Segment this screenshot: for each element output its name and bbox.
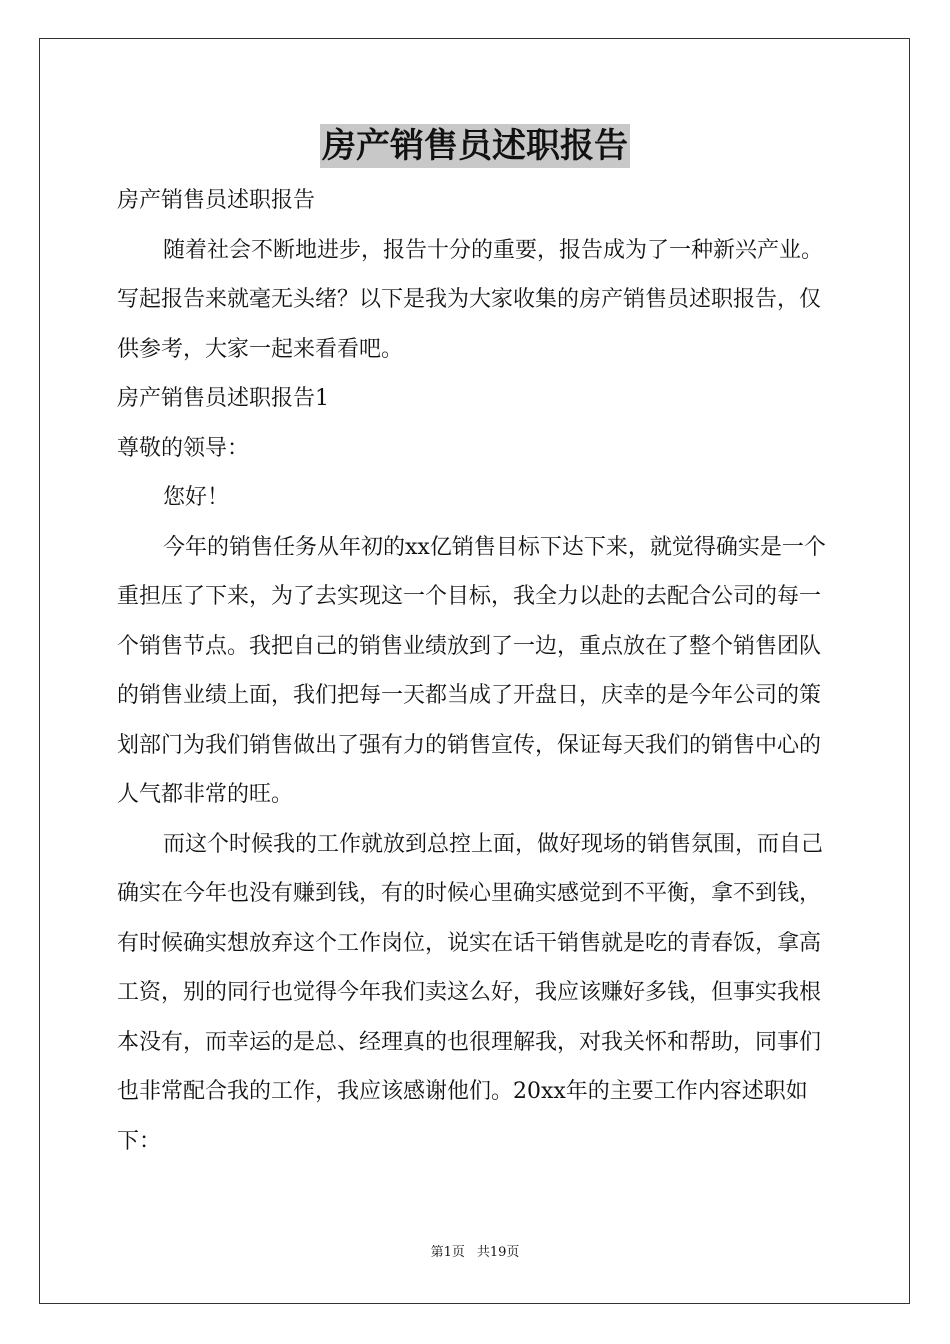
page-total: 共19页 [476,1245,520,1260]
page-footer [0,1244,950,1262]
paragraph-subtitle: 房产销售员述职报告 [117,188,316,213]
page-number: 第1页 [430,1245,465,1260]
paragraph-salutation: 尊敬的领导： [117,435,250,461]
paragraph-greeting: 您好！ [163,485,230,510]
paragraph-body-2: 而这个时候我的工作就放到总控上面，做好现场的销售氛围，而自己确实在今年也没有赚到钱，有的时候心里确实感觉到不平衡，拿不到钱，有时候确实想放弃这个工作岗位，说实在话干销售就是吃的青春饭，拿高工资，别的同行也觉得今年我们卖这么好，我应该赚好多钱，但事实我根本没有，而幸运的是总、经理真的也很理解我，对我关怀和帮助，同事们也非常配合我的工作，我应该感谢他们。20xx年的主要工作内容述职如下： [117,831,824,1154]
paragraph-body-1: 今年的销售任务从年初的xx亿销售目标下达下来，就觉得确实是一个重担压了下来，为了去实现这一个目标，我全力以赴的去配合公司的每一个销售节点。我把自己的销售业绩放到了一边，重点放在了整个销售团队的销售业绩上面，我们把每一天都当成了开盘日，庆幸的是今年公司的策划部门为我们销售做出了强有力的销售宣传，保证每天我们的销售中心的人气都非常的旺。 [117,534,826,807]
paragraph-section-heading: 房产销售员述职报告1 [117,386,329,411]
document-title: 房产销售员述职报告 [322,126,628,166]
title-container [0,124,950,168]
document-body [117,176,837,1166]
paragraph-intro: 随着社会不断地进步，报告十分的重要，报告成为了一种新兴产业。写起报告来就毫无头绪？以下是我为大家收集的房产销售员述职报告，仅供参考，大家一起来看看吧。 [117,237,824,362]
